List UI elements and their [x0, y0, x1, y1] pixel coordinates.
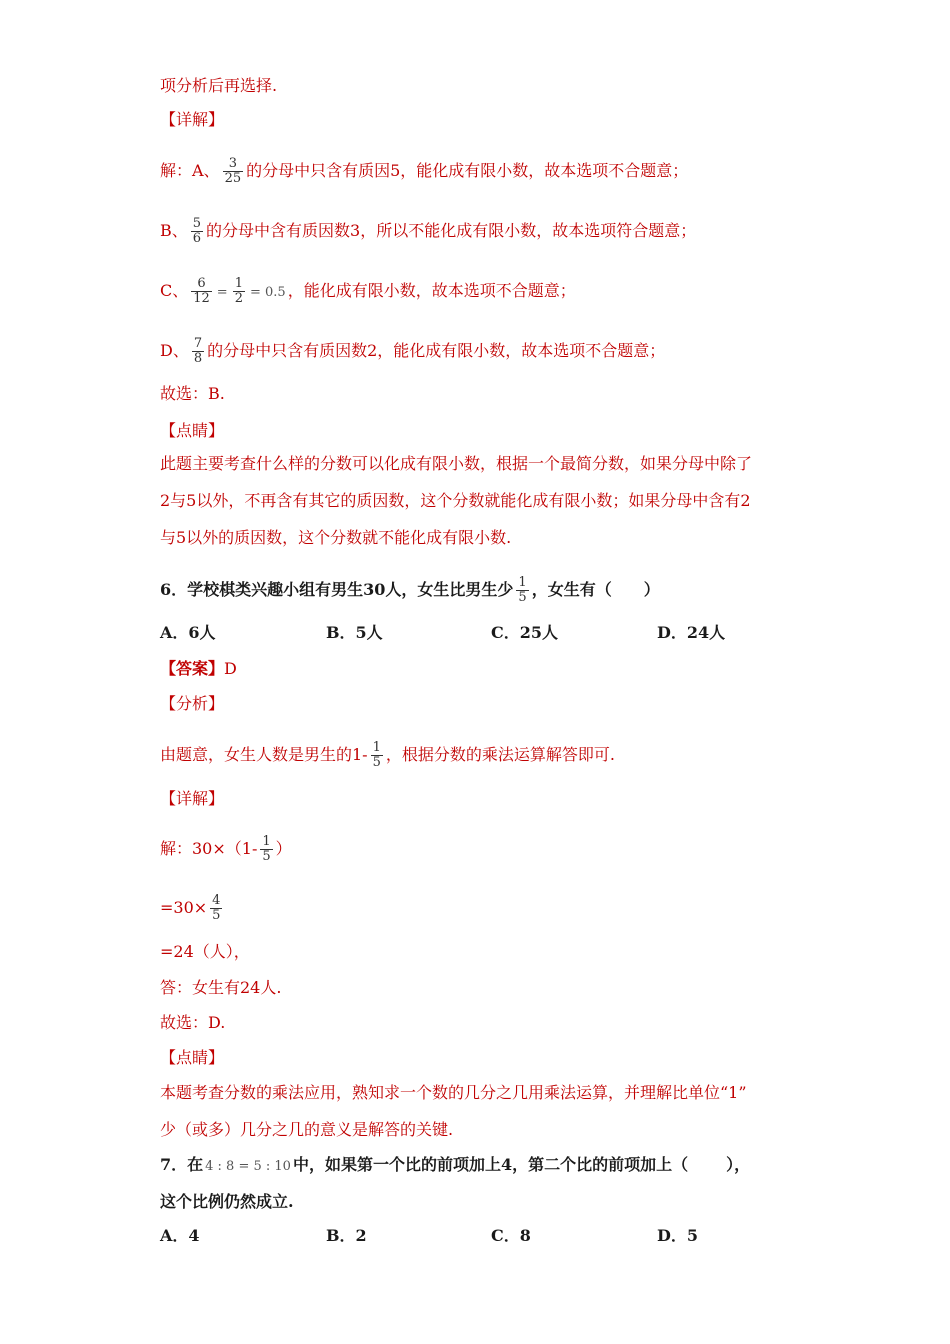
- fraction: $\frac{1}{5}$: [372, 740, 381, 770]
- q5-line-b: B、 $\frac{5}{6}$ 的分母中含有质因数3，所以不能化成有限小数，故本选项符合题意；: [160, 216, 697, 246]
- q6-detail-heading: 【详解】: [160, 789, 225, 808]
- fraction: $\frac{1}{5}$: [518, 575, 527, 605]
- q5-comment-line: 2与5以外，不再含有其它的质因数，这个分数就能化成有限小数；如果分母中含有2: [160, 491, 751, 510]
- q5-comment-heading: 【点睛】: [160, 421, 225, 440]
- q7-question-line-2: 这个比例仍然成立.: [160, 1192, 294, 1211]
- q6-step-3: =24（人），: [160, 942, 250, 961]
- fraction: $\frac{4}{5}$: [212, 893, 221, 923]
- q5-line-a: 解：A、 $\frac{3}{25}$ 的分母中只含有质因5，能化成有限小数，故本选项不合题意；: [160, 156, 689, 186]
- q6-analysis-heading: 【分析】: [160, 694, 225, 713]
- q6-option-d[interactable]: D．24人: [657, 623, 726, 642]
- q6-option-b[interactable]: B．5人: [326, 623, 383, 642]
- q5-comment-line: 此题主要考查什么样的分数可以化成有限小数，根据一个最简分数，如果分母中除了: [160, 454, 753, 473]
- q6-comment-heading: 【点睛】: [160, 1048, 225, 1067]
- fraction: $\frac{5}{6}$: [192, 216, 202, 246]
- q7-option-a[interactable]: A．4: [160, 1226, 200, 1245]
- q5-comment-line: 与5以外的质因数，这个分数就不能化成有限小数.: [160, 528, 512, 547]
- q7-option-b[interactable]: B．2: [326, 1226, 367, 1245]
- q6-comment-line: 本题考查分数的乘法应用，熟知求一个数的几分之几用乘法运算，并理解比单位“1”: [160, 1083, 747, 1102]
- q6-options: [160, 623, 780, 643]
- q6-answer: 【答案】D: [160, 659, 237, 678]
- fraction: $\frac{1}{2}$: [234, 276, 243, 306]
- q6-analysis: 由题意，女生人数是男生的1- $\frac{1}{5}$ ，根据分数的乘法运算解答即可.: [160, 740, 615, 770]
- fraction: $\frac{7}{8}$: [193, 336, 203, 366]
- q6-question: 6．学校棋类兴趣小组有男生30人，女生比男生少 $\frac{1}{5}$ ，女生有（ ）: [160, 575, 660, 605]
- top-text: 项分析后再选择.: [160, 76, 278, 95]
- q5-choice: 故选：B.: [160, 384, 225, 403]
- q6-option-c[interactable]: C．25人: [491, 623, 559, 642]
- q5-detail-heading: 【详解】: [160, 110, 225, 129]
- ratio-expression: 4 : 8 = 5 : 10: [205, 1159, 291, 1174]
- fraction: $\frac{3}{25}$: [224, 156, 242, 186]
- q7-options: [160, 1226, 780, 1246]
- q6-choice: 故选：D.: [160, 1013, 226, 1032]
- q7-option-c[interactable]: C．8: [491, 1226, 531, 1245]
- q7-question: 7．在 4 : 8 = 5 : 10 中，如果第一个比的前项加上4，第二个比的前项加上（ ），: [160, 1155, 751, 1174]
- q6-option-a[interactable]: A．6人: [160, 623, 216, 642]
- q5-line-c: C、 $\frac{6}{12}$ = $\frac{1}{2}$ = 0.5 ，能化成有限小数，故本选项不合题意；: [160, 276, 576, 306]
- fraction: $\frac{1}{5}$: [262, 834, 271, 864]
- fraction: $\frac{6}{12}$: [193, 276, 210, 306]
- q7-option-d[interactable]: D．5: [657, 1226, 699, 1245]
- q6-step-1: 解：30×（1- $\frac{1}{5}$ ）: [160, 834, 292, 864]
- q6-comment-line: 少（或多）几分之几的意义是解答的关键.: [160, 1120, 454, 1139]
- q6-step-2: =30× $\frac{4}{5}$: [160, 893, 221, 923]
- q5-line-d: D、 $\frac{7}{8}$ 的分母中只含有质因数2，能化成有限小数，故本选项不合题意；: [160, 336, 666, 366]
- q6-answer-line: 答：女生有24人.: [160, 978, 282, 997]
